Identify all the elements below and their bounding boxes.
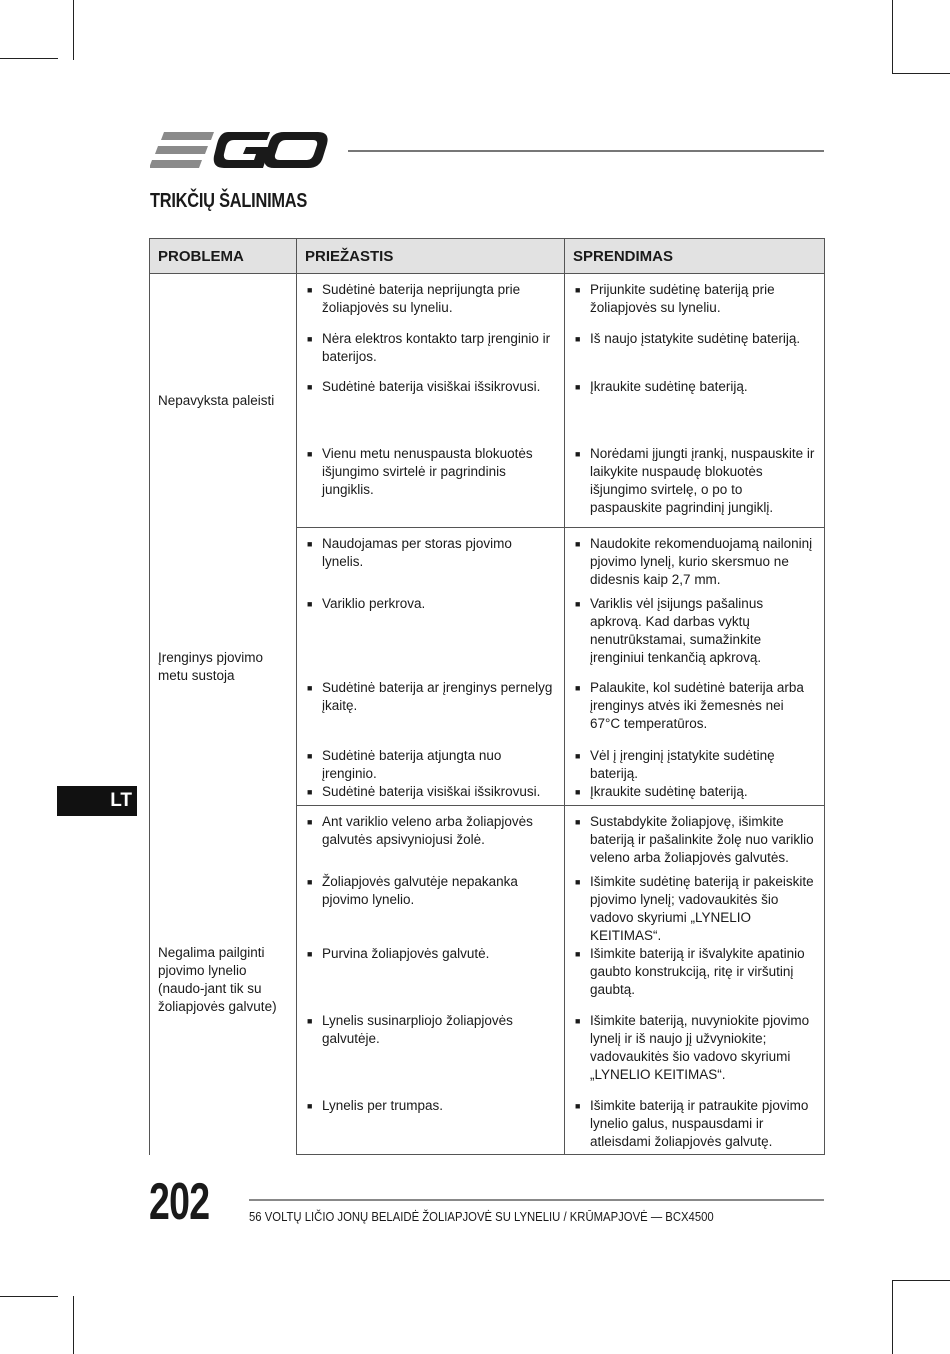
solution-item: ■ Variklis vėl įsijungs pašalinus apkrovą. Kad darbas vyktų nenutrūkstamai, sumažinkite įrenginiui tenkančią apkrovą.: [573, 595, 816, 667]
solution-item: ■ Prijunkite sudėtinę bateriją prie žoliapjovės su lyneliu.: [573, 281, 816, 317]
crop-mark: [892, 1280, 950, 1281]
footer-text: 56 VOLTŲ LIČIO JONŲ BELAIDĖ ŽOLIAPJOVĖ SU LYNELIU / KRŪMAPJOVĖ — BCX4500: [249, 1209, 714, 1224]
solution-item: ■ Išimkite bateriją, nuvyniokite pjovimo lynelį ir iš naujo jį užvyniokite; vadovaukitės šio vadovo skyriumi „LYNELIO KEITIMAS“.: [573, 1012, 816, 1084]
solution-item: ■ Įkraukite sudėtinę bateriją.: [573, 378, 816, 396]
solution-item: ■ Įkraukite sudėtinę bateriją.: [573, 783, 816, 801]
crop-mark: [892, 73, 950, 74]
cause-item: ■ Sudėtinė baterija neprijungta prie žoliapjovės su lyneliu.: [305, 281, 556, 317]
cause-item: ■ Vienu metu nenuspausta blokuotės išjungimo svirtelė ir pagrindinis jungiklis.: [305, 445, 556, 499]
table-row: [150, 806, 825, 874]
cause-item: ■ Žoliapjovės galvutėje nepakanka pjovimo lynelio.: [305, 873, 556, 909]
problem-cell: Negalima pailginti pjovimo lynelio (naudo-jant tik su žoliapjovės galvute): [150, 806, 297, 1155]
solution-item: ■ Išimkite sudėtinę bateriją ir pakeiskite pjovimo lynelį; vadovaukitės šio vadovo skyriumi „LYNELIO KEITIMAS“.: [573, 873, 816, 945]
cause-item: ■ Sudėtinė baterija ar įrenginys pernelyg įkaitę.: [305, 679, 556, 715]
problem-cell: Įrenginys pjovimo metu sustoja: [150, 528, 297, 806]
solution-item: ■ Norėdami įjungti įrankį, nuspauskite ir laikykite nuspaudę blokuotės išjungimo svirtelę, o po to paspauskite pagrindinį jungiklį.: [573, 445, 816, 517]
cause-item: ■ Sudėtinė baterija atjungta nuo įrenginio.: [305, 747, 556, 783]
cause-item: ■ Sudėtinė baterija visiškai išsikrovusi.: [305, 783, 556, 801]
ego-logo: [150, 130, 330, 170]
page-number: 202: [149, 1173, 210, 1231]
solution-item: ■ Išimkite bateriją ir patraukite pjovimo lynelio galus, nuspausdami ir atleisdami žoliapjovės galvutę.: [573, 1097, 816, 1151]
cause-item: ■ Variklio perkrova.: [305, 595, 556, 613]
cause-item: ■ Ant variklio veleno arba žoliapjovės galvutės apsivyniojusi žolė.: [305, 813, 556, 849]
cause-item: ■ Lynelis susinarpliojo žoliapjovės galvutėje.: [305, 1012, 556, 1048]
solution-item: ■ Sustabdykite žoliapjovę, išimkite bateriją ir pašalinkite žolę nuo variklio veleno arba žoliapjovės galvutės.: [573, 813, 816, 867]
solution-item: ■ Išimkite bateriją ir išvalykite apatinio gaubto konstrukciją, ritę ir viršutinį gaubtą.: [573, 945, 816, 999]
crop-mark: [0, 1296, 58, 1297]
solution-item: ■ Palaukite, kol sudėtinė baterija arba įrenginys atvės iki žemesnės nei 67°C temperatūros.: [573, 679, 816, 733]
header-rule: [348, 150, 824, 152]
table-row: [150, 274, 825, 331]
crop-mark: [73, 0, 74, 60]
troubleshooting-table: [149, 238, 825, 1155]
table-header-row: [150, 239, 825, 274]
solution-item: ■ Vėl į įrenginį įstatykite sudėtinę bateriją.: [573, 747, 816, 783]
footer-rule: [249, 1199, 824, 1201]
table-row: [150, 528, 825, 596]
cause-item: ■ Sudėtinė baterija visiškai išsikrovusi.: [305, 378, 556, 396]
cause-item: ■ Lynelis per trumpas.: [305, 1097, 556, 1115]
language-tab: LT: [57, 786, 137, 816]
cause-item: ■ Nėra elektros kontakto tarp įrenginio ir baterijos.: [305, 330, 556, 366]
cause-item: ■ Naudojamas per storas pjovimo lynelis.: [305, 535, 556, 571]
header-problem: PROBLEMA: [150, 239, 297, 274]
crop-mark: [892, 0, 893, 74]
crop-mark: [0, 58, 58, 59]
solution-item: ■ Naudokite rekomenduojamą nailoninį pjovimo lynelį, kurio skersmuo ne didesnis kaip 2,7 mm.: [573, 535, 816, 589]
cause-item: ■ Purvina žoliapjovės galvutė.: [305, 945, 556, 963]
header-cause: PRIEŽASTIS: [297, 239, 565, 274]
page-title: TRIKČIŲ ŠALINIMAS: [150, 190, 308, 212]
problem-cell: Nepavyksta paleisti: [150, 274, 297, 528]
solution-item: ■ Iš naujo įstatykite sudėtinę bateriją.: [573, 330, 816, 348]
crop-mark: [73, 1296, 74, 1354]
header-solution: SPRENDIMAS: [565, 239, 825, 274]
crop-mark: [892, 1280, 893, 1354]
